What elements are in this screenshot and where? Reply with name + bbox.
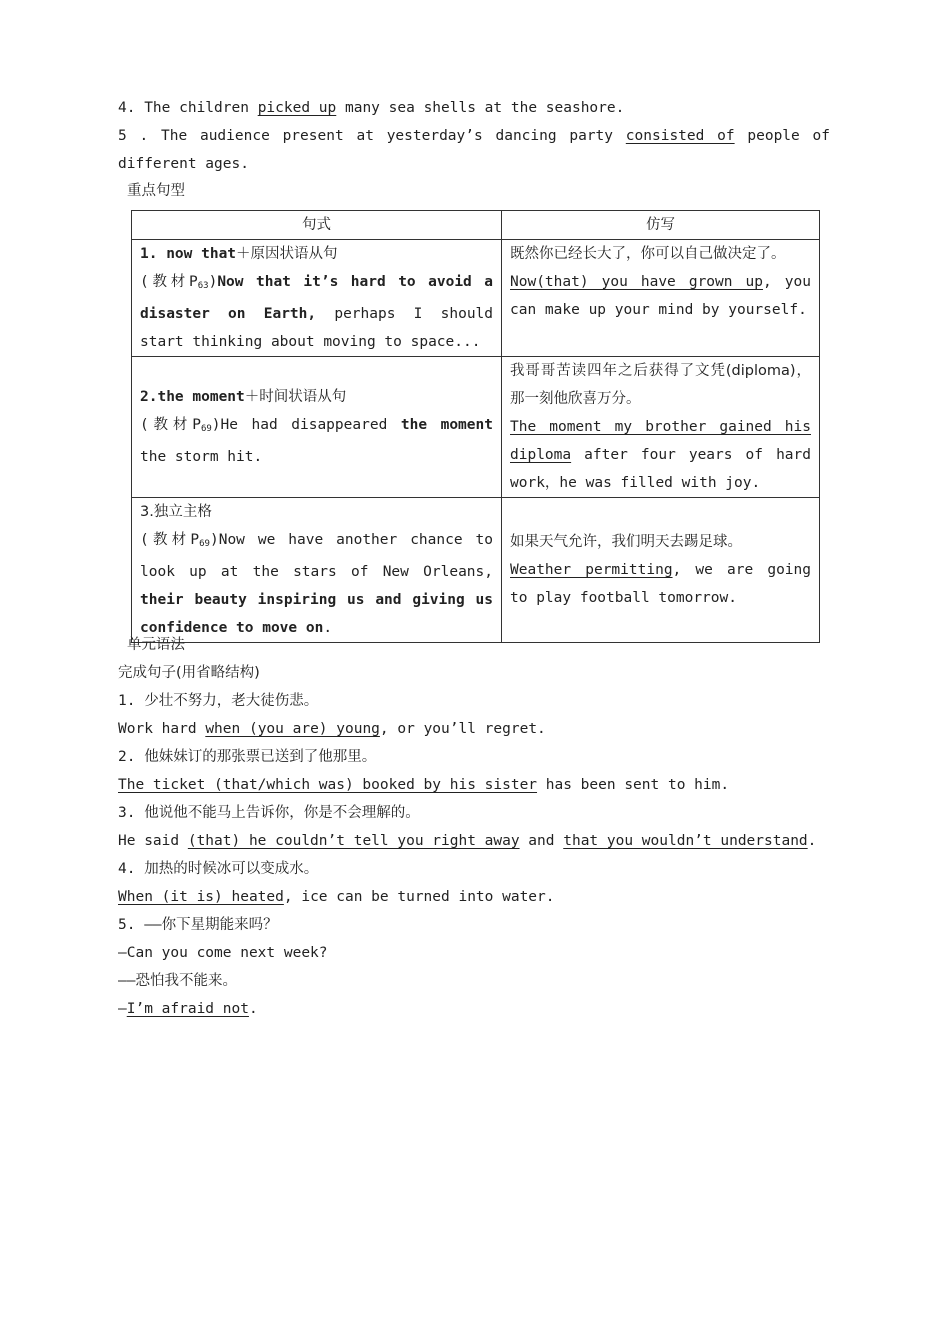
sentence-5 <box>118 122 830 150</box>
sentence-text: 5 . The audience present at yesterday’s dancing party <box>118 128 626 144</box>
answer-underline: that you wouldn’t understand <box>563 833 808 849</box>
sentence-text: and <box>519 833 564 849</box>
example-text: the storm hit. <box>140 449 263 465</box>
sentence-4 <box>118 94 624 122</box>
item-5-answer <box>118 995 258 1023</box>
sentence-5-continued: different ages. <box>118 156 249 172</box>
example-text: perhaps I should start thinking about moving to space... <box>140 306 494 350</box>
table-row <box>132 357 820 498</box>
textbook-ref: (教材P <box>140 532 200 548</box>
table-row <box>132 240 820 357</box>
answer-text: after four years of hard work，he was filled with joy. <box>510 447 811 491</box>
textbook-ref: )Now we have another chance to look up at the stars of New Orleans, <box>140 532 493 580</box>
answer-text: , we are going to play football tomorrow. <box>510 562 811 606</box>
sentence-text: , or you’ll regret. <box>379 721 546 737</box>
page-number: 63 <box>197 281 209 291</box>
sentence-text: Work hard <box>118 721 206 737</box>
chinese-prompt: 既然你已经长大了，你可以自己做决定了。 <box>510 246 786 262</box>
example-bold: their beauty inspiring us and giving us confidence to move on <box>140 592 493 636</box>
answer-text: , you can make up your mind by yourself. <box>510 274 811 318</box>
item-5-reply-prompt: ——恐怕我不能来。 <box>118 973 237 989</box>
item-3-answer <box>118 827 816 855</box>
pattern-description: ＋原因状语从句 <box>236 246 338 262</box>
pattern-keyword: 1. now that <box>140 246 237 262</box>
answer-underline: I’m afraid not <box>126 1001 249 1017</box>
imitation-cell <box>502 498 820 643</box>
page-number: 69 <box>199 539 210 549</box>
answer-underline: The ticket (that/which was) booked by his sister <box>118 777 538 793</box>
sentence-text: He said <box>118 833 188 849</box>
sentence-pattern-table <box>131 210 820 643</box>
sentence-text: — <box>118 1001 127 1017</box>
sentence-text: . <box>807 833 817 849</box>
pattern-cell <box>132 240 502 357</box>
item-5-question: —Can you come next week? <box>118 945 328 961</box>
sentence-text: , ice can be turned into water. <box>283 889 555 905</box>
answer-underline: The moment my brother gained his diploma <box>510 419 811 463</box>
example-bold: Now that it’s hard to avoid a disaster on Earth, <box>140 274 493 322</box>
textbook-ref: )He had disappeared <box>211 417 401 433</box>
pattern-description: ＋时间状语从句 <box>244 389 347 405</box>
item-2-prompt: 2. 他妹妹订的那张票已送到了他那里。 <box>118 749 377 765</box>
answer-underline: When (it is) heated <box>118 889 284 905</box>
answer-underline: (that) he couldn’t tell you right away <box>187 833 520 849</box>
imitation-cell <box>502 357 820 498</box>
item-4-answer <box>118 883 555 911</box>
item-4-prompt: 4. 加热的时候冰可以变成水。 <box>118 861 319 877</box>
textbook-ref: (教材P <box>140 274 198 290</box>
textbook-ref: ) <box>208 274 218 290</box>
sentence-text: . <box>248 1001 258 1017</box>
chinese-prompt: 如果天气允许，我们明天去踢足球。 <box>510 534 742 550</box>
item-5-prompt: 5. ——你下星期能来吗？ <box>118 917 278 933</box>
chinese-prompt: 我哥哥苦读四年之后获得了文凭(diploma)，那一刻他欣喜万分。 <box>510 363 811 407</box>
table-row <box>132 498 820 643</box>
pattern-cell <box>132 498 502 643</box>
answer-underline: consisted of <box>625 128 735 144</box>
textbook-ref: (教材P <box>140 417 201 433</box>
item-1-prompt: 1. 少壮不努力，老大徒伤悲。 <box>118 693 319 709</box>
pattern-description: 3.独立主格 <box>140 504 212 520</box>
imitation-cell <box>502 240 820 357</box>
answer-underline: when (you are) young <box>205 721 380 737</box>
pattern-keyword: 2.the moment <box>140 389 245 405</box>
item-1-answer <box>118 715 546 743</box>
pattern-cell <box>132 357 502 498</box>
grammar-instruction: 完成句子(用省略结构) <box>118 665 260 681</box>
page-number: 69 <box>200 424 212 434</box>
table-header-row <box>132 211 820 240</box>
grammar-title: 单元语法 <box>127 637 185 653</box>
sentence-text: 4. The children <box>118 100 258 116</box>
answer-underline: Weather permitting <box>510 562 673 578</box>
section-title: 重点句型 <box>127 183 185 199</box>
sentence-text: people of <box>734 128 830 144</box>
answer-underline: picked up <box>257 100 337 116</box>
column-header-pattern: 句式 <box>132 211 502 240</box>
example-text: . <box>323 620 333 636</box>
column-header-imitation: 仿写 <box>502 211 820 240</box>
item-3-prompt: 3. 他说他不能马上告诉你，你是不会理解的。 <box>118 805 420 821</box>
item-2-answer <box>118 771 729 799</box>
sentence-text: many sea shells at the seashore. <box>336 100 625 116</box>
sentence-text: has been sent to him. <box>537 777 730 793</box>
answer-underline: Now(that) you have grown up <box>510 274 764 290</box>
example-bold: the moment <box>400 417 493 433</box>
